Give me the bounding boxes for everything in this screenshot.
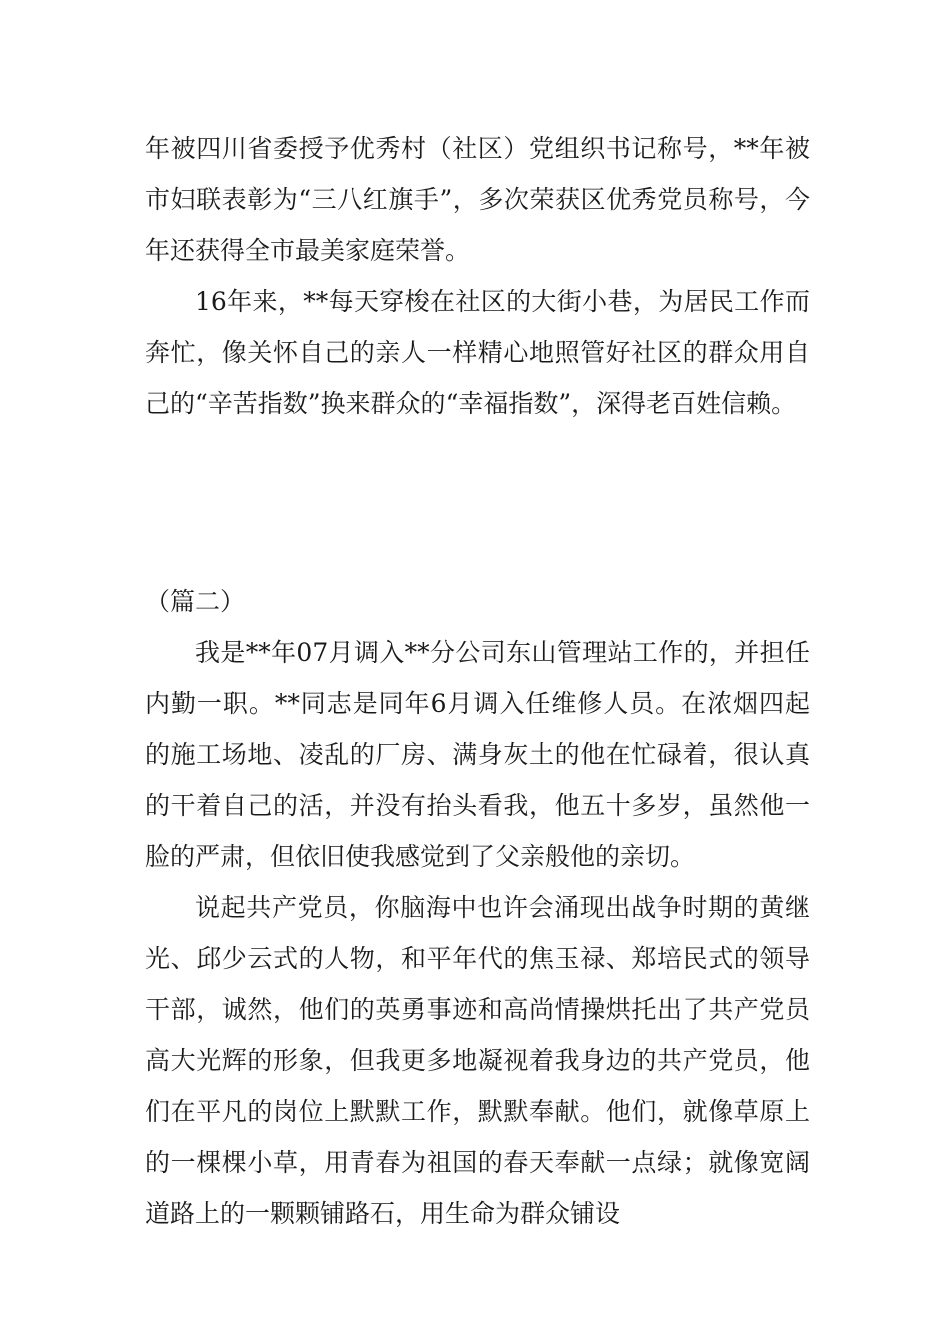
paragraph: 说起共产党员，你脑海中也许会涌现出战争时期的黄继光、邱少云式的人物，和平年代的焦玉禄、郑培民式的领导干部，诚然，他们的英勇事迹和高尚情操烘托出了共产党员高大光辉的形象，但我更多地凝视着我身边的共产党员，他们在平凡的岗位上默默工作，默默奉献。他们，就像草原上的一棵棵小草，用青春为祖国的春天奉献一点绿；就像宽阔道路上的一颗颗铺路石，用生命为群众铺设 <box>145 893 810 1228</box>
paragraph: 16年来，**每天穿梭在社区的大街小巷，为居民工作而奔忙，像关怀自己的亲人一样精心地照管好社区的群众用自己的“辛苦指数”换来群众的“幸福指数”，深得老百姓信赖。 <box>145 287 810 418</box>
paragraph: 我是**年07月调入**分公司东山管理站工作的，并担任内勤一职。**同志是同年6月调入任维修人员。在浓烟四起的施工场地、凌乱的厂房、满身灰土的他在忙碌着，很认真的干着自己的活，并没有抬头看我，他五十多岁，虽然他一脸的严肃，但依旧使我感觉到了父亲般他的亲切。 <box>145 638 810 871</box>
section-two <box>145 576 810 1239</box>
section-one <box>145 123 810 429</box>
section-heading: （篇二） <box>145 587 246 616</box>
paragraph-continued: 年被四川省委授予优秀村（社区）党组织书记称号，**年被市妇联表彰为“三八红旗手”，多次荣获区优秀党员称号，今年还获得全市最美家庭荣誉。 <box>145 134 810 265</box>
